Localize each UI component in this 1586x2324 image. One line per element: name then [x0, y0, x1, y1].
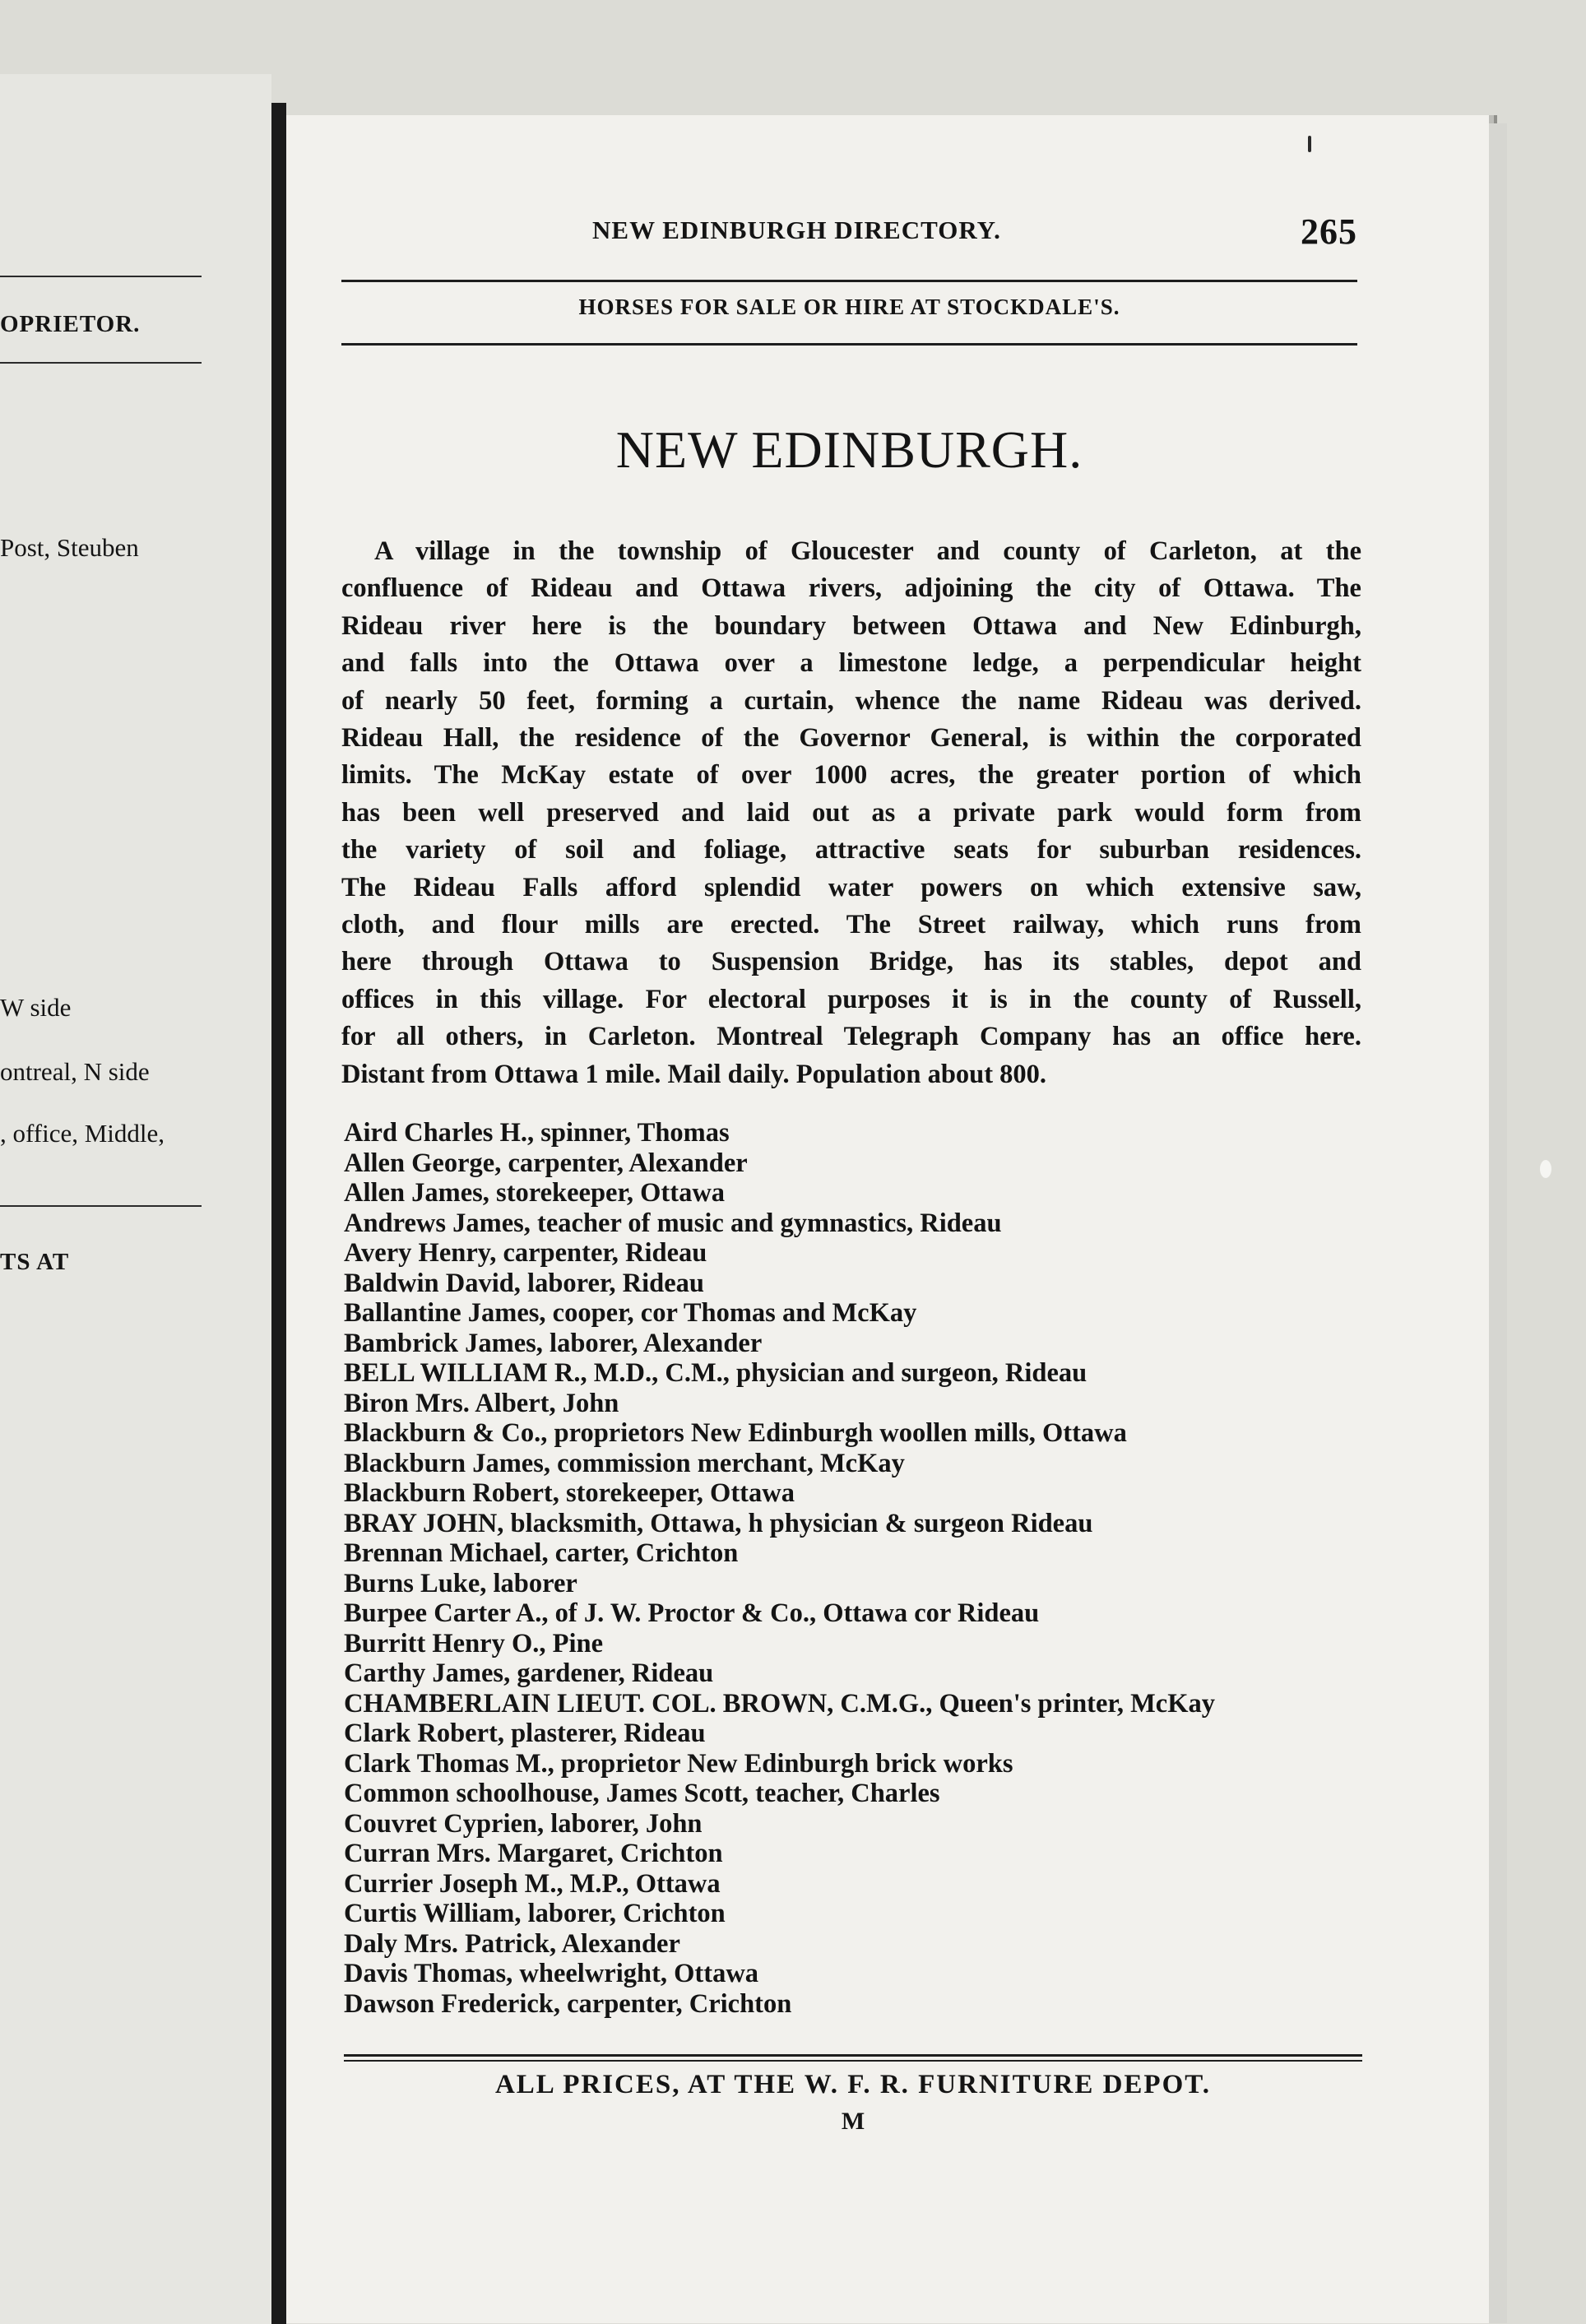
signature-mark: M: [841, 2108, 865, 2135]
directory-entry: Blackburn & Co., proprietors New Edinburgh woollen mills, Ottawa: [344, 1418, 1127, 1448]
directory-entry: Brennan Michael, carter, Crichton: [344, 1538, 739, 1568]
intro-line: limits. The McKay estate of over 1000 acres, the greater portion of which: [341, 760, 1361, 791]
directory-entry: Aird Charles H., spinner, Thomas: [344, 1118, 730, 1148]
header-rule-top: [341, 280, 1357, 282]
previous-page-fragment: TS AT: [0, 1249, 70, 1275]
intro-line: confluence of Rideau and Ottawa rivers, adjoining the city of Ottawa. The: [341, 573, 1361, 604]
intro-line: Rideau river here is the boundary between Ottawa and New Edinburgh,: [341, 610, 1361, 641]
previous-page-fragment: W side: [0, 993, 72, 1022]
intro-line: Distant from Ottawa 1 mile. Mail daily. Population about 800.: [341, 1059, 1047, 1089]
directory-entry: Davis Thomas, wheelwright, Ottawa: [344, 1959, 759, 1988]
directory-entry: Baldwin David, laborer, Rideau: [344, 1268, 704, 1298]
previous-page-fragment: OPRIETOR.: [0, 311, 141, 337]
previous-page-fragment: , office, Middle,: [0, 1119, 165, 1148]
intro-line: for all others, in Carleton. Montreal Telegraph Company has an office here.: [341, 1022, 1361, 1052]
intro-line: cloth, and flour mills are erected. The Street railway, which runs from: [341, 910, 1361, 940]
intro-line: of nearly 50 feet, forming a curtain, whence the name Rideau was derived.: [341, 685, 1361, 716]
intro-line: and falls into the Ottawa over a limestone ledge, a perpendicular height: [341, 648, 1361, 679]
directory-entry: CHAMBERLAIN LIEUT. COL. BROWN, C.M.G., Queen's printer, McKay: [344, 1688, 1215, 1719]
directory-entry: Currier Joseph M., M.P., Ottawa: [344, 1868, 721, 1899]
directory-entry: Biron Mrs. Albert, John: [344, 1388, 619, 1418]
previous-page-edge: [0, 74, 271, 2324]
directory-entry: BRAY JOHN, blacksmith, Ottawa, h physician & surgeon Rideau: [344, 1508, 1093, 1538]
directory-entry: BELL WILLIAM R., M.D., C.M., physician and surgeon, Rideau: [344, 1358, 1087, 1388]
directory-entry: Blackburn Robert, storekeeper, Ottawa: [344, 1478, 795, 1508]
intro-line: A village in the township of Gloucester and county of Carleton, at the: [374, 536, 1361, 566]
intro-line: has been well preserved and laid out as a private park would form from: [341, 797, 1361, 828]
page-edge-shadow: [1489, 123, 1507, 2323]
directory-entry: Curtis William, laborer, Crichton: [344, 1899, 726, 1928]
running-title: NEW EDINBURGH DIRECTORY.: [592, 216, 1001, 244]
directory-entry: Couvret Cyprien, laborer, John: [344, 1808, 703, 1839]
footer-rule: [344, 2060, 1362, 2062]
directory-entry: Bambrick James, laborer, Alexander: [344, 1328, 763, 1358]
directory-entry: Andrews James, teacher of music and gymnastics, Rideau: [344, 1208, 1002, 1238]
intro-line: The Rideau Falls afford splendid water powers on which extensive saw,: [341, 872, 1361, 902]
directory-entry: Carthy James, gardener, Rideau: [344, 1658, 714, 1688]
directory-entry: Burritt Henry O., Pine: [344, 1628, 604, 1658]
intro-paragraph: [341, 533, 1361, 1093]
previous-page-rule: [0, 362, 202, 364]
scan-speck: [1540, 1160, 1551, 1178]
directory-entry: Daly Mrs. Patrick, Alexander: [344, 1928, 680, 1959]
directory-entry: Blackburn James, commission merchant, McKay: [344, 1448, 905, 1478]
directory-entry: Allen George, carpenter, Alexander: [344, 1148, 748, 1178]
intro-line: the variety of soil and foliage, attractive seats for suburban residences.: [341, 835, 1361, 865]
directory-entry: Common schoolhouse, James Scott, teacher, Charles: [344, 1779, 940, 1808]
directory-entry: Ballantine James, cooper, cor Thomas and McKay: [344, 1298, 917, 1328]
previous-page-fragment: Post, Steuben: [0, 533, 139, 562]
directory-entry: Allen James, storekeeper, Ottawa: [344, 1178, 726, 1208]
intro-line: here through Ottawa to Suspension Bridge, has its stables, depot and: [341, 947, 1361, 977]
directory-entry: Clark Thomas M., proprietor New Edinburgh brick works: [344, 1748, 1013, 1779]
directory-list: [344, 1118, 1364, 2019]
intro-line: offices in this village. For electoral purposes it is in the county of Russell,: [341, 984, 1361, 1014]
intro-line: Rideau Hall, the residence of the Governor General, is within the corporated: [341, 723, 1361, 754]
directory-entry: Clark Robert, plasterer, Rideau: [344, 1719, 706, 1748]
header-banner: HORSES FOR SALE OR HIRE AT STOCKDALE'S.: [578, 295, 1120, 319]
page-number: 265: [1301, 211, 1357, 252]
book-gutter: [271, 103, 286, 2324]
directory-entry: Curran Mrs. Margaret, Crichton: [344, 1839, 723, 1868]
header-rule-bottom: [341, 343, 1357, 346]
directory-entry: Avery Henry, carpenter, Rideau: [344, 1238, 707, 1268]
footer-rule: [344, 2054, 1362, 2057]
page-title: NEW EDINBURGH.: [615, 420, 1083, 479]
previous-page-rule: [0, 1205, 202, 1207]
directory-entry: Burns Luke, laborer: [344, 1568, 577, 1598]
directory-entry: Burpee Carter A., of J. W. Proctor & Co., Ottawa cor Rideau: [344, 1598, 1040, 1628]
directory-entry: Dawson Frederick, carpenter, Crichton: [344, 1988, 792, 2019]
previous-page-fragment: ontreal, N side: [0, 1057, 150, 1086]
footer-advert: ALL PRICES, AT THE W. F. R. FURNITURE DEPOT.: [494, 2070, 1212, 2099]
previous-page-rule: [0, 276, 202, 277]
scan-speck: [1308, 136, 1311, 152]
